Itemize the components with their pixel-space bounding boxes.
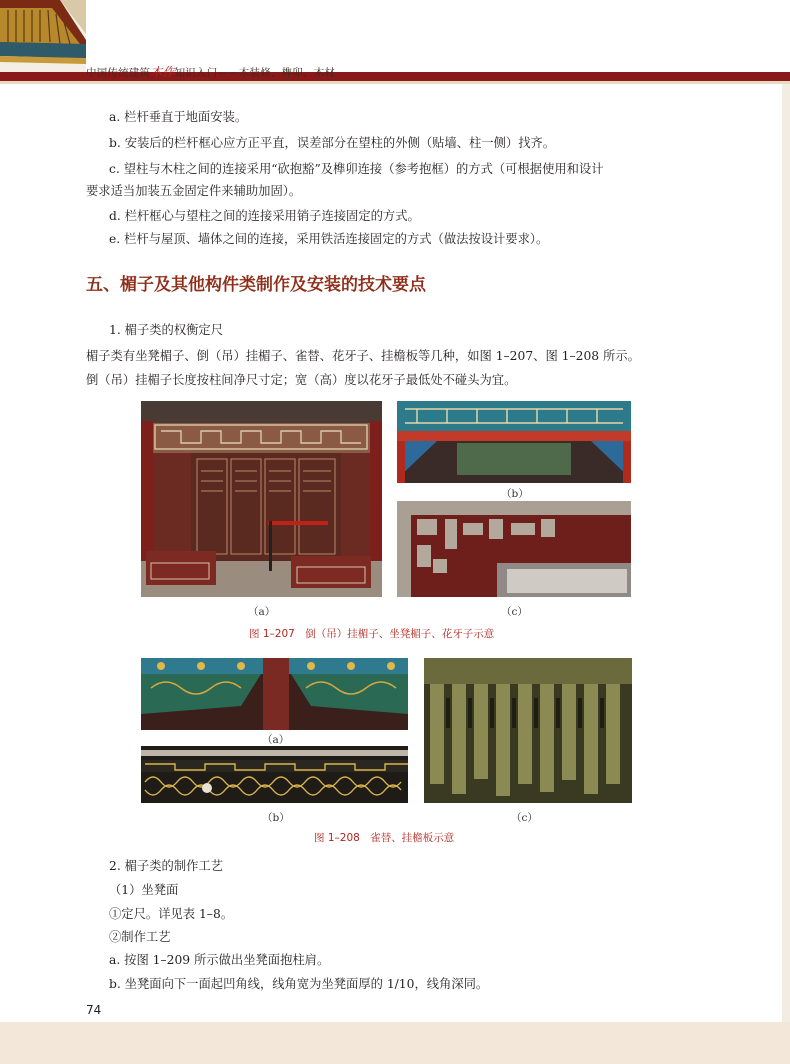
para-b: b. 安装后的栏杆框心应方正平直，误差部分在望柱的外侧（贴墙、柱一侧）找齐。 bbox=[109, 136, 556, 150]
header-roof-image bbox=[0, 0, 86, 78]
footer-band bbox=[0, 1022, 790, 1064]
figure-207c-photo bbox=[397, 501, 631, 597]
figure-207b-photo bbox=[397, 401, 631, 483]
para-a: a. 栏杆垂直于地面安装。 bbox=[109, 110, 248, 124]
figure-208a-photo bbox=[141, 658, 408, 730]
section-heading: 五、楣子及其他构件类制作及安装的技术要点 bbox=[86, 275, 426, 295]
figure-208c-photo bbox=[424, 658, 632, 803]
running-header-suffix: 知识入门——木装修、榫卯、木材 bbox=[174, 67, 336, 79]
part2-stepa: a. 按图 1–209 所示做出坐凳面抱柱肩。 bbox=[109, 953, 330, 967]
running-header-accent: 木作 bbox=[150, 65, 175, 79]
part2-item1: （1）坐凳面 bbox=[109, 883, 179, 897]
fig207-label-b: （b） bbox=[501, 488, 529, 500]
para-c-line2: 要求适当加装五金固定件来辅助加固）。 bbox=[86, 184, 302, 198]
part2-step2: ②制作工艺 bbox=[109, 930, 171, 944]
part2-step1: ①定尺。详见表 1–8。 bbox=[109, 907, 234, 921]
para-e: e. 栏杆与屋顶、墙体之间的连接，采用铁活连接固定的方式（做法按设计要求）。 bbox=[109, 232, 549, 246]
running-header-prefix: 中国传统建筑 bbox=[86, 67, 151, 79]
page-number: 74 bbox=[86, 1003, 102, 1017]
figure-208b-photo bbox=[141, 746, 408, 803]
page-edge-tab bbox=[782, 84, 790, 1064]
figure-207a-photo bbox=[141, 401, 382, 597]
fig207-label-c: （c） bbox=[501, 606, 528, 618]
part1-line1: 楣子类有坐凳楣子、倒（吊）挂楣子、雀替、花牙子、挂檐板等几种，如图 1–207、图 1–208 所示。 bbox=[86, 349, 640, 363]
fig208-label-b: （b） bbox=[262, 812, 290, 824]
part1-heading: 1. 楣子类的权衡定尺 bbox=[109, 323, 224, 337]
fig207-label-a: （a） bbox=[248, 606, 276, 618]
fig208-label-c: （c） bbox=[511, 812, 538, 824]
figure-207-caption: 图 1–207 倒（吊）挂楣子、坐凳楣子、花牙子示意 bbox=[249, 628, 495, 640]
part1-line2: 倒（吊）挂楣子长度按柱间净尺寸定；宽（高）度以花牙子最低处不碰头为宜。 bbox=[86, 373, 517, 387]
para-d: d. 栏杆框心与望柱之间的连接采用销子连接固定的方式。 bbox=[109, 209, 420, 223]
part2-stepb: b. 坐凳面向下一面起凹角线，线角宽为坐凳面厚的 1/10，线角深同。 bbox=[109, 977, 489, 991]
part2-heading: 2. 楣子类的制作工艺 bbox=[109, 859, 224, 873]
para-c-line1: c. 望柱与木柱之间的连接采用“砍抱豁”及榫卯连接（参考抱框）的方式（可根据使用和设计 bbox=[109, 162, 604, 176]
fig208-label-a: （a） bbox=[262, 734, 290, 746]
running-header bbox=[86, 63, 335, 80]
figure-208-caption: 图 1–208 雀替、挂檐板示意 bbox=[314, 832, 455, 844]
header-underline bbox=[0, 81, 790, 84]
